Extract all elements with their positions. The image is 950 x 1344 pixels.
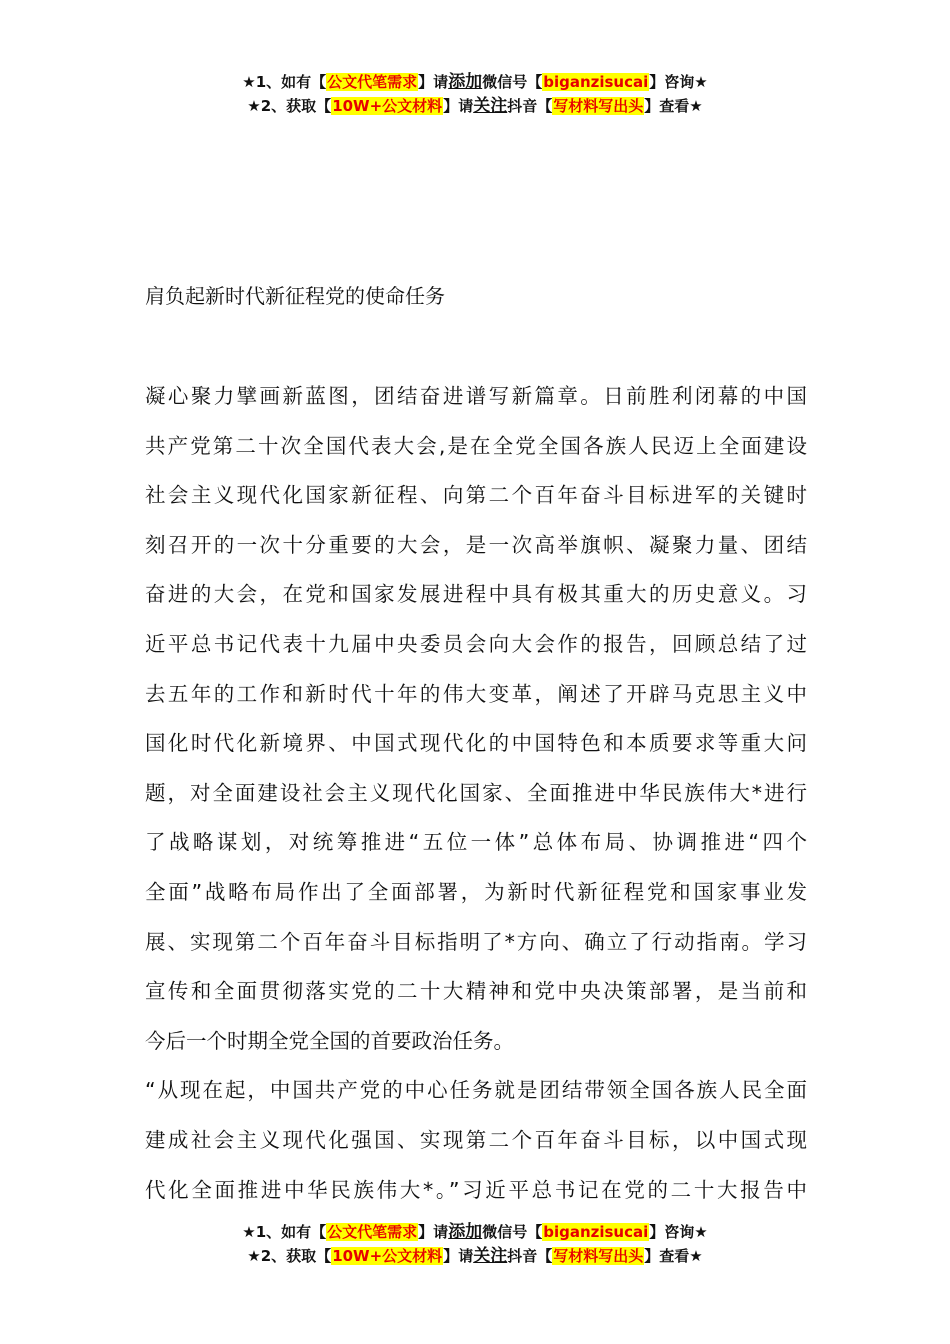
- body-line: 共产党第二十次全国代表大会,是在全党全国各族人民迈上全面建设: [145, 433, 807, 458]
- body-line: 奋进的大会，在党和国家发展进程中具有极其重大的历史意义。习: [145, 582, 807, 607]
- body-line: “从现在起，中国共产党的中心任务就是团结带领全国各族人民全面: [145, 1078, 807, 1103]
- body-line: 社会主义现代化国家新征程、向第二个百年奋斗目标进军的关键时: [145, 483, 807, 508]
- body-line: 了战略谋划，对统筹推进“五位一体”总体布局、协调推进“四个: [145, 830, 807, 855]
- banner-line-2: ★2、获取【10W+公文材料】请关注抖音【写材料写出头】查看★: [247, 1246, 703, 1266]
- body-line: 全面”战略布局作出了全面部署，为新时代新征程党和国家事业发: [145, 879, 807, 904]
- highlight-service: 公文代笔需求: [327, 73, 418, 91]
- highlight-materials: 10W+公文材料: [332, 1247, 443, 1265]
- highlight-douyin: 写材料写出头: [553, 1247, 644, 1265]
- body-line: 宣传和全面贯彻落实党的二十大精神和党中央决策部署，是当前和: [145, 979, 807, 1004]
- body-line: 凝心聚力擘画新蓝图，团结奋进谱写新篇章。日前胜利闭幕的中国: [145, 384, 807, 408]
- banner-line-1: ★1、如有【公文代笔需求】请添加微信号【biganzisucai】咨询★: [242, 1222, 708, 1242]
- header-banner: [0, 70, 950, 118]
- footer-banner: [0, 1220, 950, 1268]
- highlight-wechat-id: biganzisucai: [543, 73, 649, 91]
- document-title: 肩负起新时代新征程党的使命任务: [145, 284, 445, 308]
- body-line: 建成社会主义现代化强国、实现第二个百年奋斗目标，以中国式现: [145, 1127, 807, 1152]
- body-line: 题，对全面建设社会主义现代化国家、全面推进中华民族伟大*进行: [145, 780, 807, 805]
- body-line: 展、实现第二个百年奋斗目标指明了*方向、确立了行动指南。学习: [145, 929, 807, 954]
- banner-line-1: ★1、如有【公文代笔需求】请添加微信号【biganzisucai】咨询★: [242, 72, 708, 92]
- body-line: 国化时代化新境界、中国式现代化的中国特色和本质要求等重大问: [145, 731, 807, 756]
- highlight-douyin: 写材料写出头: [553, 97, 644, 115]
- highlight-materials: 10W+公文材料: [332, 97, 443, 115]
- body-line: 刻召开的一次十分重要的大会，是一次高举旗帜、凝聚力量、团结: [145, 532, 807, 557]
- highlight-service: 公文代笔需求: [327, 1223, 418, 1241]
- body-line: 今后一个时期全党全国的首要政治任务。: [145, 1028, 514, 1053]
- body-line: 去五年的工作和新时代十年的伟大变革，阐述了开辟马克思主义中: [145, 681, 807, 706]
- document-body: [145, 372, 807, 1215]
- body-line: 代化全面推进中华民族伟大*。”习近平总书记在党的二十大报告中: [145, 1177, 807, 1202]
- body-line: 近平总书记代表十九届中央委员会向大会作的报告，回顾总结了过: [145, 631, 807, 656]
- banner-line-2: ★2、获取【10W+公文材料】请关注抖音【写材料写出头】查看★: [247, 96, 703, 116]
- highlight-wechat-id: biganzisucai: [543, 1223, 649, 1241]
